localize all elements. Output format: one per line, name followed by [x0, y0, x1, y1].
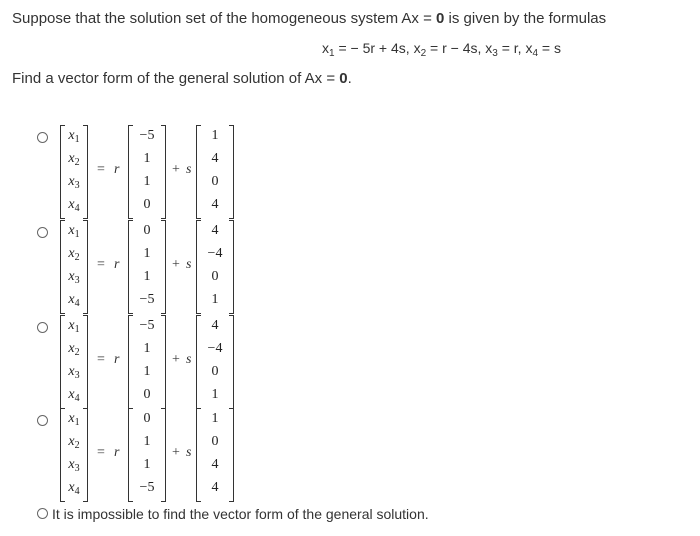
- option-1-radio[interactable]: [37, 132, 48, 143]
- option-3-variable-vector-cell: $x_3$: [68, 364, 80, 381]
- option-1-variable-vector-cell: $x_4$: [68, 197, 80, 214]
- option-4-v-vector-cell: 4: [211, 457, 219, 472]
- option-4-variable-vector-cell: $x_1$: [68, 411, 80, 428]
- option-3-variable-vector-cell: $x_1$: [68, 318, 80, 335]
- option-3-plus: +: [172, 352, 180, 367]
- option-1-v-vector-cell: 0: [211, 174, 219, 189]
- option-5-radio[interactable]: [37, 508, 48, 519]
- option-3-u-vector-cell: 0: [143, 387, 151, 402]
- option-2-v-vector-cell: 0: [211, 269, 219, 284]
- option-3-radio[interactable]: [37, 322, 48, 333]
- option-3-u-vector-cell: 1: [143, 364, 151, 379]
- option-3-v-vector-cell: 4: [211, 318, 219, 333]
- option-4-v-vector-cell: 0: [211, 434, 219, 449]
- option-2-u-vector-cell: −5: [139, 292, 155, 307]
- option-2-radio[interactable]: [37, 227, 48, 238]
- option-1-r: r: [114, 162, 120, 177]
- option-1-u-vector-cell: 1: [143, 174, 151, 189]
- option-3-variable-vector-cell: $x_2$: [68, 341, 80, 358]
- option-4-u-vector-cell: 1: [143, 434, 151, 449]
- formulas: $x_1$ = − 5r + 4s, $x_2 = r - 4s$, $x_3 = r$, $x_4 = s$: [322, 40, 561, 59]
- option-1-equals: =: [97, 162, 105, 177]
- option-4-variable-vector-cell: $x_2$: [68, 434, 80, 451]
- option-1-v-vector-cell: 4: [211, 197, 219, 212]
- option-1-s: s: [186, 162, 192, 177]
- option-4-variable-vector-cell: $x_3$: [68, 457, 80, 474]
- question-text: Suppose that the solution set of the homogeneous system Ax = 0 is given by the formulas: [12, 10, 607, 27]
- option-3-v-vector-cell: 0: [211, 364, 219, 379]
- option-3-v-vector-cell: −4: [207, 341, 223, 356]
- option-2-u-vector-cell: 0: [143, 223, 151, 238]
- option-2-variable-vector-cell: $x_2$: [68, 246, 80, 263]
- option-2-v-vector-cell: 4: [211, 223, 219, 238]
- option-4-u-vector-cell: 0: [143, 411, 151, 426]
- option-4-v-vector-cell: 4: [211, 480, 219, 495]
- find-prompt: Find a vector form of the general solution of Ax = 0.: [12, 70, 352, 87]
- option-4-u-vector-cell: −5: [139, 480, 155, 495]
- option-4-r: r: [114, 445, 120, 460]
- option-4-u-vector-cell: 1: [143, 457, 151, 472]
- option-1-u-vector-cell: −5: [139, 128, 155, 143]
- option-2-plus: +: [172, 257, 180, 272]
- option-1-variable-vector-cell: $x_2$: [68, 151, 80, 168]
- option-2-v-vector-cell: −4: [207, 246, 223, 261]
- option-1-plus: +: [172, 162, 180, 177]
- option-2-variable-vector-cell: $x_4$: [68, 292, 80, 309]
- option-2-r: r: [114, 257, 120, 272]
- option-5-label: It is impossible to find the vector form of the general solution.: [52, 506, 429, 522]
- option-3-v-vector-cell: 1: [211, 387, 219, 402]
- option-2-v-vector-cell: 1: [211, 292, 219, 307]
- option-2-equals: =: [97, 257, 105, 272]
- option-4-equals: =: [97, 445, 105, 460]
- option-1-u-vector-cell: 0: [143, 197, 151, 212]
- option-4-s: s: [186, 445, 192, 460]
- option-1-u-vector-cell: 1: [143, 151, 151, 166]
- option-2-u-vector-cell: 1: [143, 269, 151, 284]
- option-3-variable-vector-cell: $x_4$: [68, 387, 80, 404]
- option-2-u-vector-cell: 1: [143, 246, 151, 261]
- option-3-r: r: [114, 352, 120, 367]
- option-2-variable-vector-cell: $x_3$: [68, 269, 80, 286]
- option-4-variable-vector-cell: $x_4$: [68, 480, 80, 497]
- option-3-s: s: [186, 352, 192, 367]
- option-4-v-vector-cell: 1: [211, 411, 219, 426]
- option-3-u-vector-cell: −5: [139, 318, 155, 333]
- option-4-plus: +: [172, 445, 180, 460]
- option-2-s: s: [186, 257, 192, 272]
- option-4-radio[interactable]: [37, 415, 48, 426]
- option-1-variable-vector-cell: $x_3$: [68, 174, 80, 191]
- option-1-v-vector-cell: 1: [211, 128, 219, 143]
- option-1-variable-vector-cell: $x_1$: [68, 128, 80, 145]
- option-3-equals: =: [97, 352, 105, 367]
- option-1-v-vector-cell: 4: [211, 151, 219, 166]
- option-2-variable-vector-cell: $x_1$: [68, 223, 80, 240]
- option-3-u-vector-cell: 1: [143, 341, 151, 356]
